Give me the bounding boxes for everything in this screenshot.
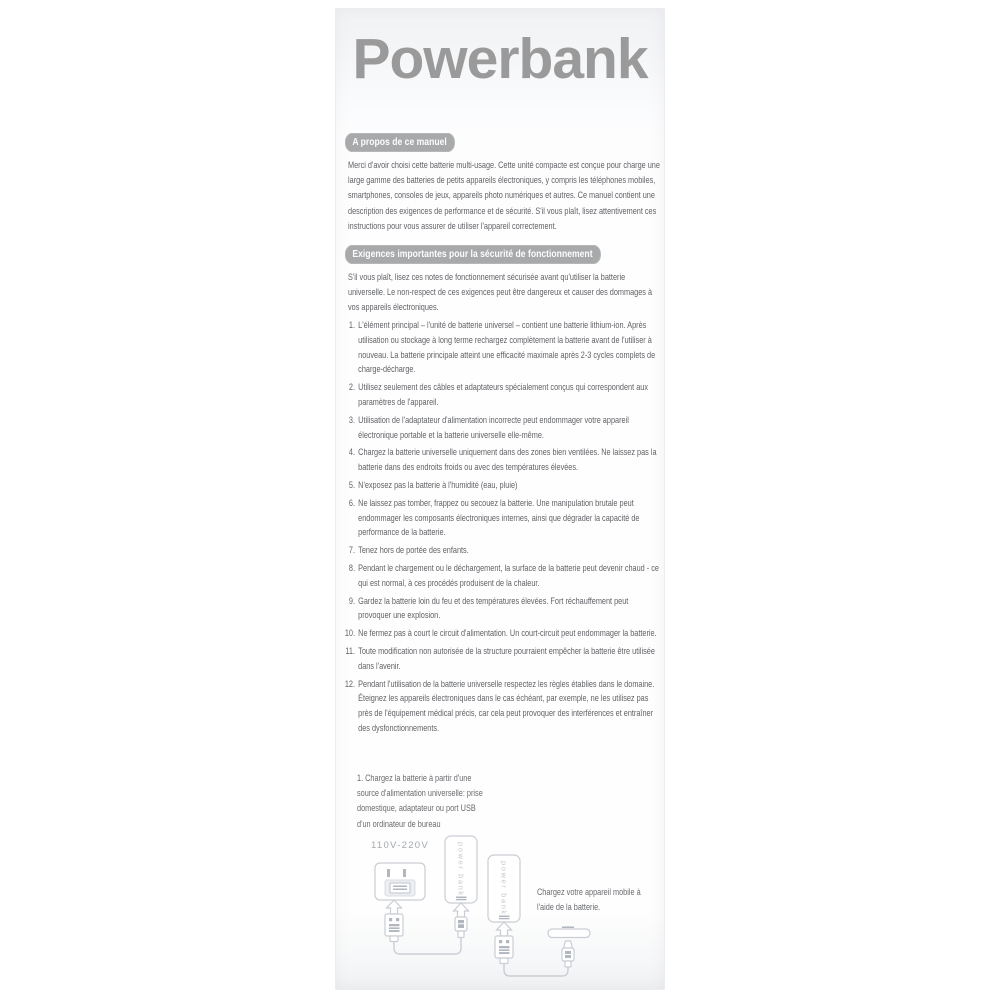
item-text: Utilisez seulement des câbles et adaptateurs spécialement conçus qui correspondent aux paramètres de l'appareil.	[358, 381, 648, 407]
item-text: Chargez la batterie universelle uniquement dans des zones bien ventilées. Ne laissez pas la batterie dans des endroits froids ou avec des températures élevées.	[358, 446, 657, 473]
section-heading-safety	[345, 245, 601, 264]
usb-a-plug-icon	[495, 922, 513, 964]
micro-usb-plug-icon	[454, 903, 469, 938]
safety-item	[341, 594, 659, 624]
section-heading-safety-label: Exigences importantes pour la sécurité de fonctionnement	[352, 248, 593, 260]
powerbank-label: power bank	[499, 860, 509, 916]
item-number: 3.	[348, 413, 356, 425]
safety-item	[341, 677, 659, 736]
item-number: 10.	[344, 627, 356, 639]
up-arrow-icon	[497, 922, 512, 936]
safety-item	[341, 318, 659, 377]
item-text: Ne fermez pas à court le circuit d'alimentation. Un court-circuit peut endommager la batterie.	[358, 627, 657, 639]
phone-icon	[548, 927, 590, 938]
safety-item	[341, 561, 659, 591]
item-number: 11.	[345, 644, 356, 656]
item-text: L'élément principal – l'unité de batterie universel – contient une batterie lithium-ion. Après utilisation ou stockage à long terme rechargez complètement la batterie avant de l'utiliser à nouveau. La batterie principale atteint une efficacité maximale après 2-3 cycles complets de charge-décharge.	[358, 319, 656, 375]
charge-cable-line	[504, 964, 568, 977]
voltage-label: 110V-220V	[371, 840, 430, 851]
section-heading-about-label: A propos de ce manuel	[352, 136, 447, 148]
section-heading-about	[345, 133, 455, 152]
safety-item	[341, 478, 659, 493]
safety-item	[341, 413, 659, 443]
item-text: Pendant l'utilisation de la batterie universelle respectez les règles établies dans le domaine. Éteignez les appareils électroniques dans le cas échéant, par exemple, ne les utilisez pas près de l'équipement médical précis, car cela peut provoquer des interférences et entraîner des dysfonctionnements.	[358, 677, 655, 733]
item-text: Tenez hors de portée des enfants.	[358, 544, 469, 556]
safety-intro: S'il vous plaît, lisez ces notes de fonctionnement sécurisée avant qu'utiliser la batterie universelle. Le non-respect de ces exigences peut être dangereux et causer des dommages à vos appareils électroniques.	[348, 271, 653, 313]
product-title: Powerbank	[352, 27, 648, 91]
safety-item	[341, 543, 659, 558]
item-text: N'exposez pas la batterie à l'humidité (eau, pluie)	[358, 478, 518, 490]
up-arrow-icon	[454, 903, 469, 917]
item-number: 5.	[348, 478, 356, 490]
safety-item	[341, 626, 659, 641]
safety-item	[341, 445, 659, 475]
manual-page-sheet	[335, 8, 665, 990]
safety-item	[341, 380, 659, 410]
safety-list	[341, 318, 659, 739]
item-number: 4.	[348, 446, 356, 458]
powerbank-label: power bank	[456, 841, 466, 897]
up-arrow-icon	[387, 900, 402, 914]
about-paragraph: Merci d'avoir choisi cette batterie multi-usage. Cette unité compacte est conçue pour charge une large gamme des batteries de petits appareils électroniques, y compris les téléphones mobiles, smartphones, consoles de jeux, appareils photo numériques et autres. Ce manuel contient une description des exigences de performance et de sécurité. S'il vous plaît, lisez attentivement ces instructions pour vous assurer de utiliser l'appareil correctement.	[348, 159, 660, 231]
item-number: 2.	[348, 381, 356, 393]
item-number: 1.	[348, 319, 356, 330]
item-text: Toute modification non autorisée de la structure pourraient empêcher la batterie être utilisée dans l'avenir.	[358, 644, 655, 671]
item-number: 9.	[348, 594, 356, 606]
safety-item	[341, 496, 659, 540]
micro-usb-plug-icon	[562, 941, 574, 967]
item-text: Utilisation de l'adaptateur d'alimentation incorrecte peut endommager votre appareil électronique portable et la batterie universelle elle-même.	[358, 413, 629, 440]
item-number: 12.	[344, 677, 356, 689]
wall-outlet-icon	[375, 863, 425, 900]
mobile-charge-note: Chargez votre appareil mobile à l'aide de la batterie.	[537, 886, 641, 913]
charge-cable-line	[394, 938, 461, 955]
item-number: 6.	[348, 496, 356, 508]
item-number: 7.	[348, 544, 356, 556]
safety-item	[341, 644, 659, 674]
charge-step-text: 1. Chargez la batterie à partir d'une source d'alimentation universelle: prise domestique, adaptateur ou port USB d'un ordinateur de bureau	[357, 772, 483, 829]
item-text: Ne laissez pas tomber, frappez ou secouez la batterie. Une manipulation brutale peut endommager les composants électroniques internes, ainsi que dégrader la capacité de performance de la batterie.	[358, 496, 640, 538]
usb-a-plug-icon	[385, 900, 403, 942]
item-number: 8.	[348, 561, 356, 573]
item-text: Gardez la batterie loin du feu et des températures élevées. Fort réchauffement peut provoquer une explosion.	[358, 594, 629, 621]
item-text: Pendant le chargement ou le déchargement, la surface de la batterie peut devenir chaud - ce qui est normal, à ces procédés produisent de la chaleur.	[358, 561, 659, 588]
